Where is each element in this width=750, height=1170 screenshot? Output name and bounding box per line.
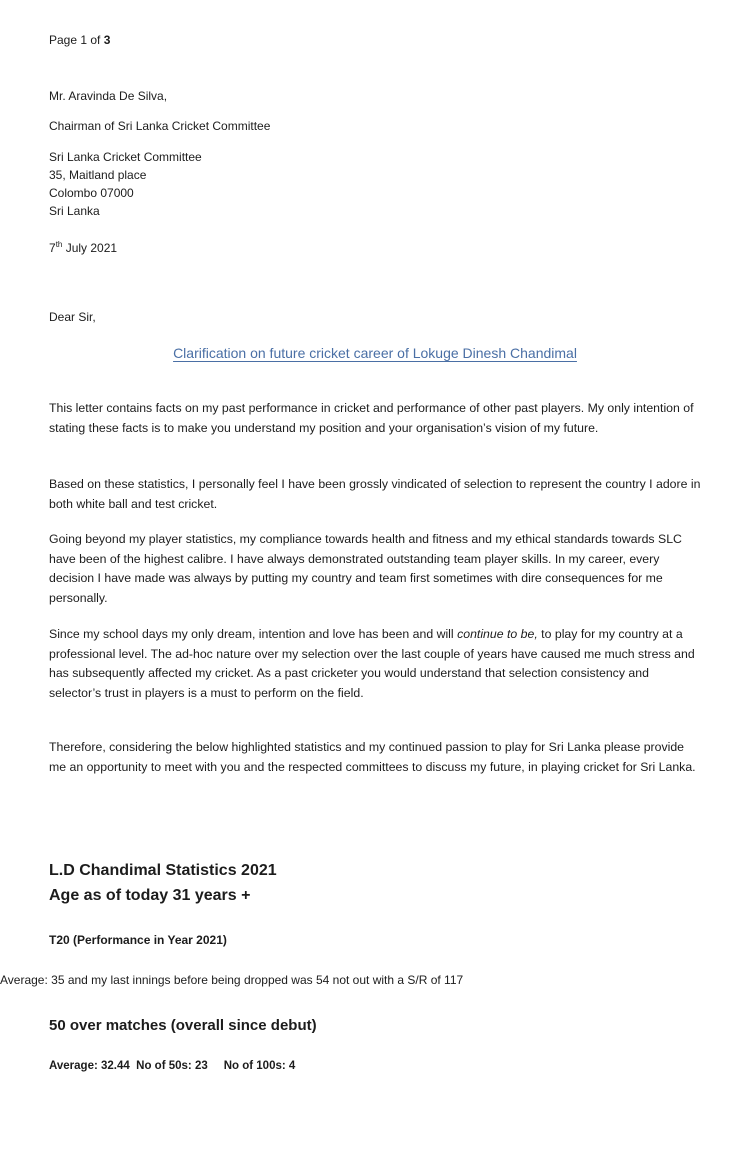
t20-text: Average: 35 and my last innings before being dropped was 54 not out with a S/R of 117	[0, 973, 464, 987]
page-number	[49, 33, 110, 47]
paragraph-4	[49, 625, 701, 703]
stats-age: Age as of today 31 years +	[49, 887, 251, 904]
paragraph-5: Therefore, considering the below highlighted statistics and my continued passion to play for Sri Lanka please provide me an opportunity to meet with you and the respected committees to discuss my future, in playing cricket for Sri Lanka.	[49, 740, 696, 774]
recipient-title: Chairman of Sri Lanka Cricket Committee	[49, 119, 271, 133]
odi-heading: 50 over matches (overall since debut)	[49, 1017, 317, 1034]
paragraph-4-italic: continue to be,	[457, 627, 538, 641]
page-number-label: Page 1 of	[49, 33, 101, 47]
paragraph-2: Based on these statistics, I personally feel I have been grossly vindicated of selection to represent the country I adore in both white ball and test cricket.	[49, 477, 701, 511]
paragraph-1: This letter contains facts on my past performance in cricket and performance of other past players. My only intention of stating these facts is to make you understand my position and your organisation’s vision of my future.	[49, 401, 694, 435]
paragraph-4-end: to play for my country at a professional level. The ad-hoc nature over my selection over the last couple of years have caused me much stress and has subsequently affected my cricket. As a past cricketer you would understand that selection consistency and selector’s trust in players is a must to perform on the field.	[49, 627, 695, 700]
t20-heading: T20 (Performance in Year 2021)	[49, 933, 227, 947]
recipient-org: Sri Lanka Cricket Committee	[49, 150, 202, 164]
recipient-country: Sri Lanka	[49, 204, 100, 218]
page-number-total: 3	[103, 33, 111, 47]
paragraph-3: Going beyond my player statistics, my compliance towards health and fitness and my ethical standards towards SLC have been of the highest calibre. I have always demonstrated outstanding team player skills. In my career, every decision I have made was always by putting my country and team first sometimes with dire consequences for me personally.	[49, 532, 682, 605]
recipient-street: 35, Maitland place	[49, 168, 147, 182]
date-day: 7	[49, 241, 56, 255]
date-rest: July 2021	[65, 241, 118, 255]
letter-date	[49, 239, 117, 257]
salutation: Dear Sir,	[49, 310, 96, 324]
odi-text: Average: 32.44 No of 50s: 23 No of 100s: 4	[49, 1060, 296, 1072]
subject-line: Clarification on future cricket career of Lokuge Dinesh Chandimal	[173, 345, 577, 361]
recipient-name: Mr. Aravinda De Silva,	[49, 89, 168, 103]
date-suffix: th	[55, 240, 63, 249]
stats-heading: L.D Chandimal Statistics 2021	[49, 862, 277, 879]
paragraph-4-start: Since my school days my only dream, intention and love has been and will	[49, 627, 458, 641]
recipient-city: Colombo 07000	[49, 186, 134, 200]
